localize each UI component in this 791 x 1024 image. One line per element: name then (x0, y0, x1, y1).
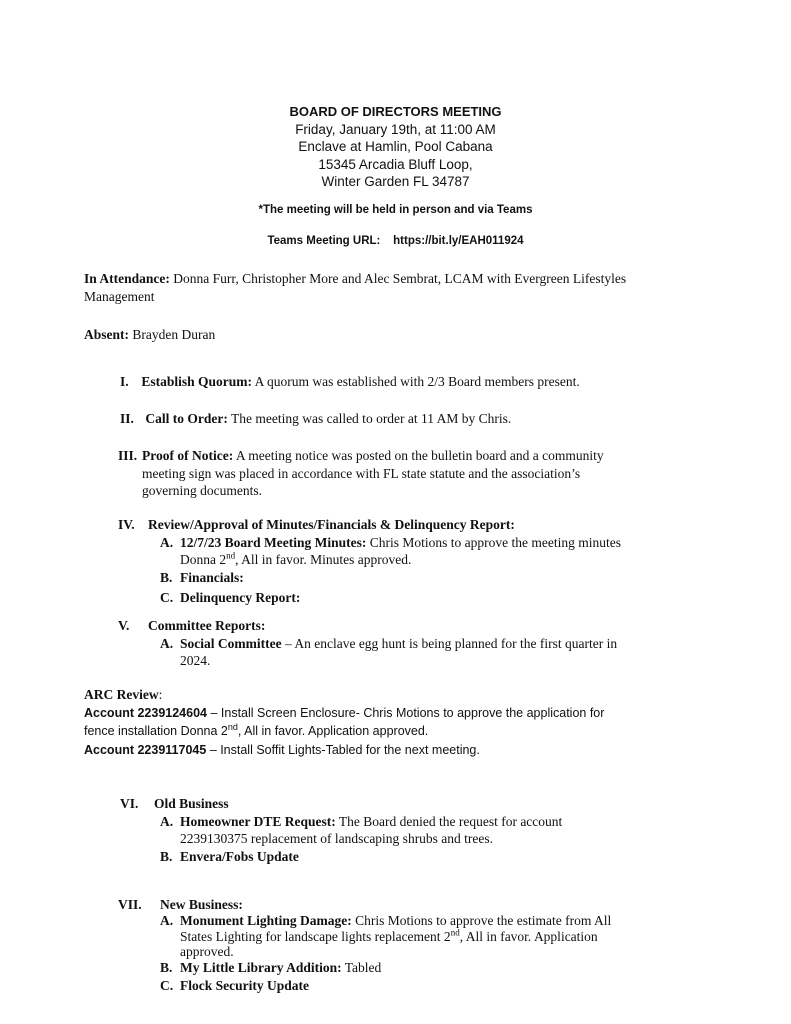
item-text: The meeting was called to order at 11 AM by Chris. (227, 411, 512, 426)
text-segment: , All in favor. Application approved. (237, 724, 429, 738)
item-text-line1: A meeting notice was posted on the bulletin board and a community (233, 448, 604, 463)
teams-url-label: Teams Meeting URL: (267, 235, 381, 247)
ordinal-suffix: nd (226, 550, 236, 561)
subitem-letter: B. (160, 960, 173, 975)
subitem-homeowner-dte (120, 813, 750, 831)
subitem-text-line1: – An enclave egg hunt is being planned for the first quarter in (281, 635, 618, 651)
arc-account-2 (84, 743, 480, 757)
subitem-text-line1: Chris Motions to approve the estimate from All (351, 912, 612, 928)
subitem-letter: C. (160, 590, 174, 605)
meeting-address-line2: Winter Garden FL 34787 (321, 174, 470, 189)
subitem-board-minutes (118, 534, 748, 552)
arc-account-text: – Install Screen Enclosure- Chris Motions to approve the application for (207, 706, 605, 720)
subitem-text-line2: 2239130375 replacement of landscaping shrubs and trees. (180, 831, 494, 846)
item-number: IV. (118, 517, 135, 532)
item-number: III. (118, 448, 138, 463)
text-segment: , All in favor. Application (459, 929, 598, 944)
item-proof-of-notice (118, 447, 738, 500)
item-label: Committee Reports: (148, 618, 266, 633)
absent-section (84, 326, 215, 344)
item-label: Call to Order: (145, 411, 228, 426)
item-committee-reports (118, 617, 748, 670)
ordinal-suffix: nd (227, 721, 238, 732)
subitem-letter: A. (160, 534, 174, 550)
arc-heading-colon: : (158, 687, 163, 702)
subitem-label: Social Committee (180, 635, 282, 651)
teams-url-link[interactable]: https://bit.ly/EAH011924 (393, 235, 524, 247)
item-review-approval (118, 516, 748, 607)
subitem-label: My Little Library Addition: (180, 960, 342, 975)
item-text-line3: governing documents. (142, 483, 262, 498)
subitem-text-line3: approved. (180, 944, 234, 959)
item-number: I. (120, 374, 129, 389)
arc-account-1-line1 (84, 706, 604, 720)
subitem-little-library (118, 959, 758, 977)
subitem-label: Envera/Fobs Update (180, 848, 299, 864)
item-label: Establish Quorum: (141, 374, 253, 389)
subitem-financials (118, 569, 748, 587)
subitem-text-line2: 2024. (180, 653, 211, 668)
meeting-format-note: *The meeting will be held in person and via Teams (258, 204, 533, 216)
arc-account-1-line2 (84, 721, 429, 738)
subitem-social-committee (118, 635, 748, 653)
arc-account-number: Account 2239117045 (84, 743, 207, 757)
subitem-text-line1: Chris Motions to approve the meeting minutes (366, 534, 621, 550)
attendance-text-line2: Management (84, 288, 155, 304)
absent-label: Absent: (84, 327, 130, 342)
absent-text: Brayden Duran (129, 327, 216, 342)
subitem-label: Financials: (180, 569, 244, 585)
attendance-section (84, 270, 734, 305)
item-label: Proof of Notice: (142, 448, 234, 463)
subitem-label: Delinquency Report: (180, 590, 301, 605)
item-text-line2: meeting sign was placed in accordance with FL state statute and the association’s (142, 465, 581, 481)
subitem-letter: B. (160, 848, 173, 864)
text-segment: fence installation Donna 2 (84, 724, 228, 738)
subitem-label: 12/7/23 Board Meeting Minutes: (180, 534, 367, 550)
item-label: Old Business (154, 796, 229, 811)
attendance-label: In Attendance: (84, 271, 170, 286)
attendance-text-line1: Donna Furr, Christopher More and Alec Sembrat, LCAM with Evergreen Lifestyles (169, 271, 627, 286)
text-segment: , All in favor. Minutes approved. (235, 552, 412, 567)
meeting-title: BOARD OF DIRECTORS MEETING (289, 104, 502, 119)
teams-url-line (0, 235, 791, 247)
subitem-letter: C. (160, 977, 174, 993)
arc-heading-text: ARC Review (84, 687, 159, 702)
meeting-header (0, 103, 791, 191)
subitem-label: Flock Security Update (180, 977, 309, 993)
item-number: II. (120, 411, 134, 426)
subitem-envera-fobs (120, 848, 750, 866)
subitem-letter: A. (160, 813, 174, 829)
subitem-text-line1: The Board denied the request for account (335, 813, 563, 829)
subitem-board-minutes-line2 (118, 551, 748, 569)
meeting-location: Enclave at Hamlin, Pool Cabana (298, 139, 493, 154)
subitem-label: Homeowner DTE Request: (180, 813, 336, 829)
arc-account-number: Account 2239124604 (84, 706, 207, 720)
item-number: VII. (118, 897, 142, 912)
subitem-text: Tabled (341, 960, 382, 975)
subitem-monument-lighting (118, 912, 758, 930)
item-label: Review/Approval of Minutes/Financials & Delinquency Report: (148, 517, 515, 532)
arc-review-heading (84, 686, 162, 704)
item-label: New Business: (160, 897, 243, 912)
subitem-letter: B. (160, 569, 173, 585)
subitem-delinquency (118, 589, 748, 607)
subitem-letter: A. (160, 635, 174, 651)
subitem-letter: A. (160, 912, 174, 928)
subitem-monument-lighting-line2 (118, 929, 758, 945)
item-number: VI. (120, 796, 139, 811)
subitem-label: Monument Lighting Damage: (180, 912, 352, 928)
meeting-date: Friday, January 19th, at 11:00 AM (295, 121, 496, 137)
subitem-flock-security (118, 977, 758, 995)
text-segment: Donna 2 (180, 552, 227, 567)
item-new-business (118, 896, 758, 994)
meeting-address-line1: 15345 Arcadia Bluff Loop, (318, 156, 473, 172)
item-number: V. (118, 618, 130, 633)
item-establish-quorum (120, 373, 580, 391)
arc-account-text: – Install Soffit Lights-Tabled for the next meeting. (206, 743, 480, 757)
item-call-to-order (120, 410, 511, 428)
item-old-business (120, 795, 750, 865)
ordinal-suffix: nd (450, 927, 460, 938)
text-segment: States Lighting for landscape lights replacement 2 (180, 929, 451, 944)
item-text: A quorum was established with 2/3 Board members present. (252, 374, 580, 389)
